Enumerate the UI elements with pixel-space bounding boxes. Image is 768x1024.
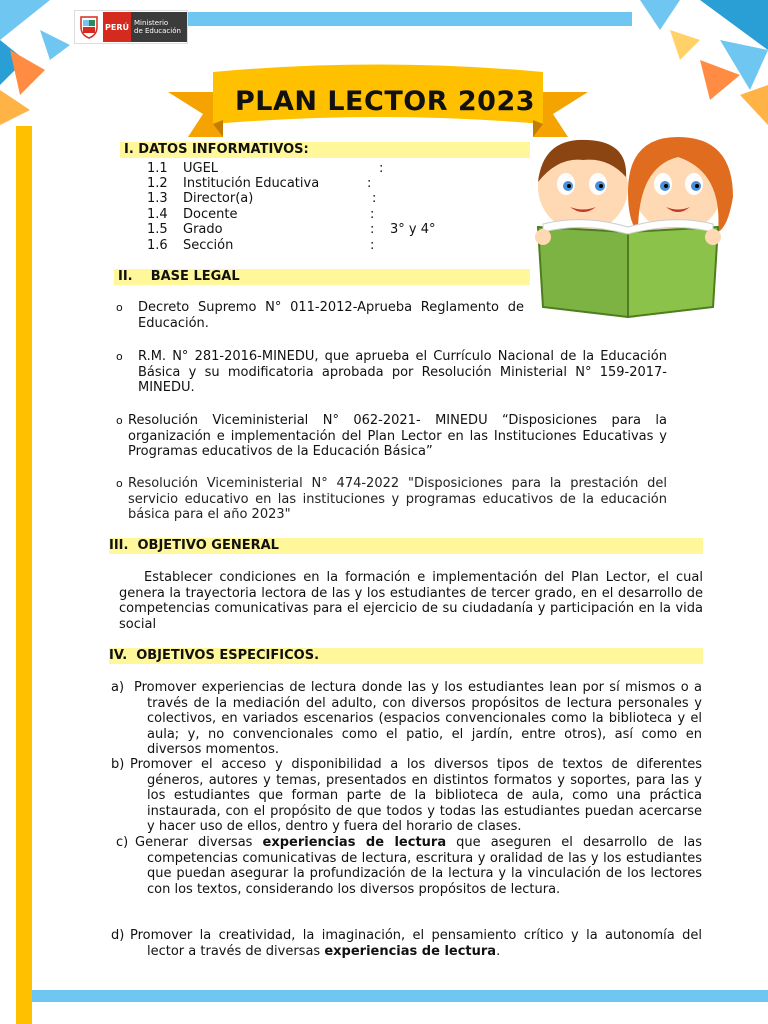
datos-row: 1.6 Sección : [147,238,375,253]
left-decorative-bar [16,126,32,1024]
list-marker: a) [111,680,125,695]
coat-of-arms-icon [75,12,103,42]
section-objetivo-general-heading: III. OBJETIVO GENERAL [109,538,703,554]
objetivo-general-text: Establecer condiciones en la formación e implementación del Plan Lector, el cual genera la trayectoria lectora de las y los estudiantes de tercer grado, en el desarrollo de competencias comunicativas para el ejercicio de su ciudadanía y participación en la vida social [119,570,703,632]
datos-row: 1.5 Grado : 3° y 4° [147,222,436,237]
bullet-icon: o [116,301,123,314]
list-marker: d) [111,928,125,943]
section-datos-heading: I. DATOS INFORMATIVOS: [120,142,530,158]
base-legal-item: Decreto Supremo N° 011-2012-Aprueba Reglamento de Educación. [138,300,524,331]
list-marker: c) [116,835,129,850]
objetivo-especifico-c: Generar diversas experiencias de lectura que aseguren el desarrollo de las competencias comunicativas de lectura, escritura y oralidad de las y los estudiantes que puedan asegurar la profundización de la lectura y la vinculación de los lectores con los textos, considerando los diversos propósitos de lectura. [135,835,702,897]
page-title: PLAN LECTOR 2023 [234,86,536,117]
datos-colon: : [379,161,384,176]
top-left-corner-decoration [0,0,70,125]
datos-row: 1.4 Docente : [147,207,375,222]
datos-row: 1.2 Institución Educativa : [147,176,372,191]
datos-row: 1.1 UGEL : [147,161,384,176]
top-decorative-bar [120,12,632,26]
ministry-logo [74,10,188,44]
bottom-decorative-bar [30,990,768,1002]
logo-country-label: PERÚ [103,12,131,42]
section-objetivos-especificos-heading: IV. OBJETIVOS ESPECIFICOS. [109,648,703,664]
bullet-icon: o [116,350,123,363]
datos-colon: : [370,238,375,253]
datos-colon: : [370,207,375,222]
logo-ministry-label: Ministerio de Educación [131,12,187,42]
objetivo-especifico-b: Promover el acceso y disponibilidad a los diversos tipos de textos de diferentes géneros, autores y temas, presentados en distintos formatos y soportes, para las y los estudiantes que forman parte de la biblioteca de aula, como una práctica instaurada, con el propósito de que todos y todas las estudiantes puedan acercarse y hacer uso de ellos, dentro y fuera del horario de clases. [130,757,702,834]
objetivo-especifico-a: Promover experiencias de lectura donde las y los estudiantes lean por sí mismos o a través de la mediación del adulto, con diversos propósitos de lectura personales y colectivos, en variados escenarios (espacios convencionales como la biblioteca y el aula; y, no convencionales como el patio, el jardín, entre otros), así como en diversos momentos. [134,680,702,757]
base-legal-item: R.M. N° 281-2016-MINEDU, que aprueba el Currículo Nacional de la Educación Básica y su modificatoria aprobada por Resolución Ministerial N° 159-2017-MINEDU. [138,349,667,395]
top-right-corner-decoration [640,0,768,125]
datos-row: 1.3 Director(a) : [147,191,377,206]
base-legal-item: Resolución Viceministerial N° 062-2021- MINEDU “Disposiciones para la organización e implementación del Plan Lector en las Instituciones Educativas y Programas educativos de la Educación Básica” [128,413,667,459]
section-base-legal-heading: II. BASE LEGAL [114,269,530,285]
datos-colon: : [367,176,372,191]
list-marker: b) [111,757,125,772]
bullet-icon: o [116,477,123,490]
datos-colon: : [372,191,377,206]
objetivo-especifico-d: Promover la creatividad, la imaginación, el pensamiento crítico y la autonomía del lector a través de diversas experiencias de lectura. [130,928,702,959]
bullet-icon: o [116,414,123,427]
datos-colon: : [370,222,375,237]
kids-reading-illustration [528,132,738,322]
base-legal-item: Resolución Viceministerial N° 474-2022 "Disposiciones para la prestación del servicio educativo en las instituciones y programas educativos de la educación básica para el año 2023" [128,476,667,522]
